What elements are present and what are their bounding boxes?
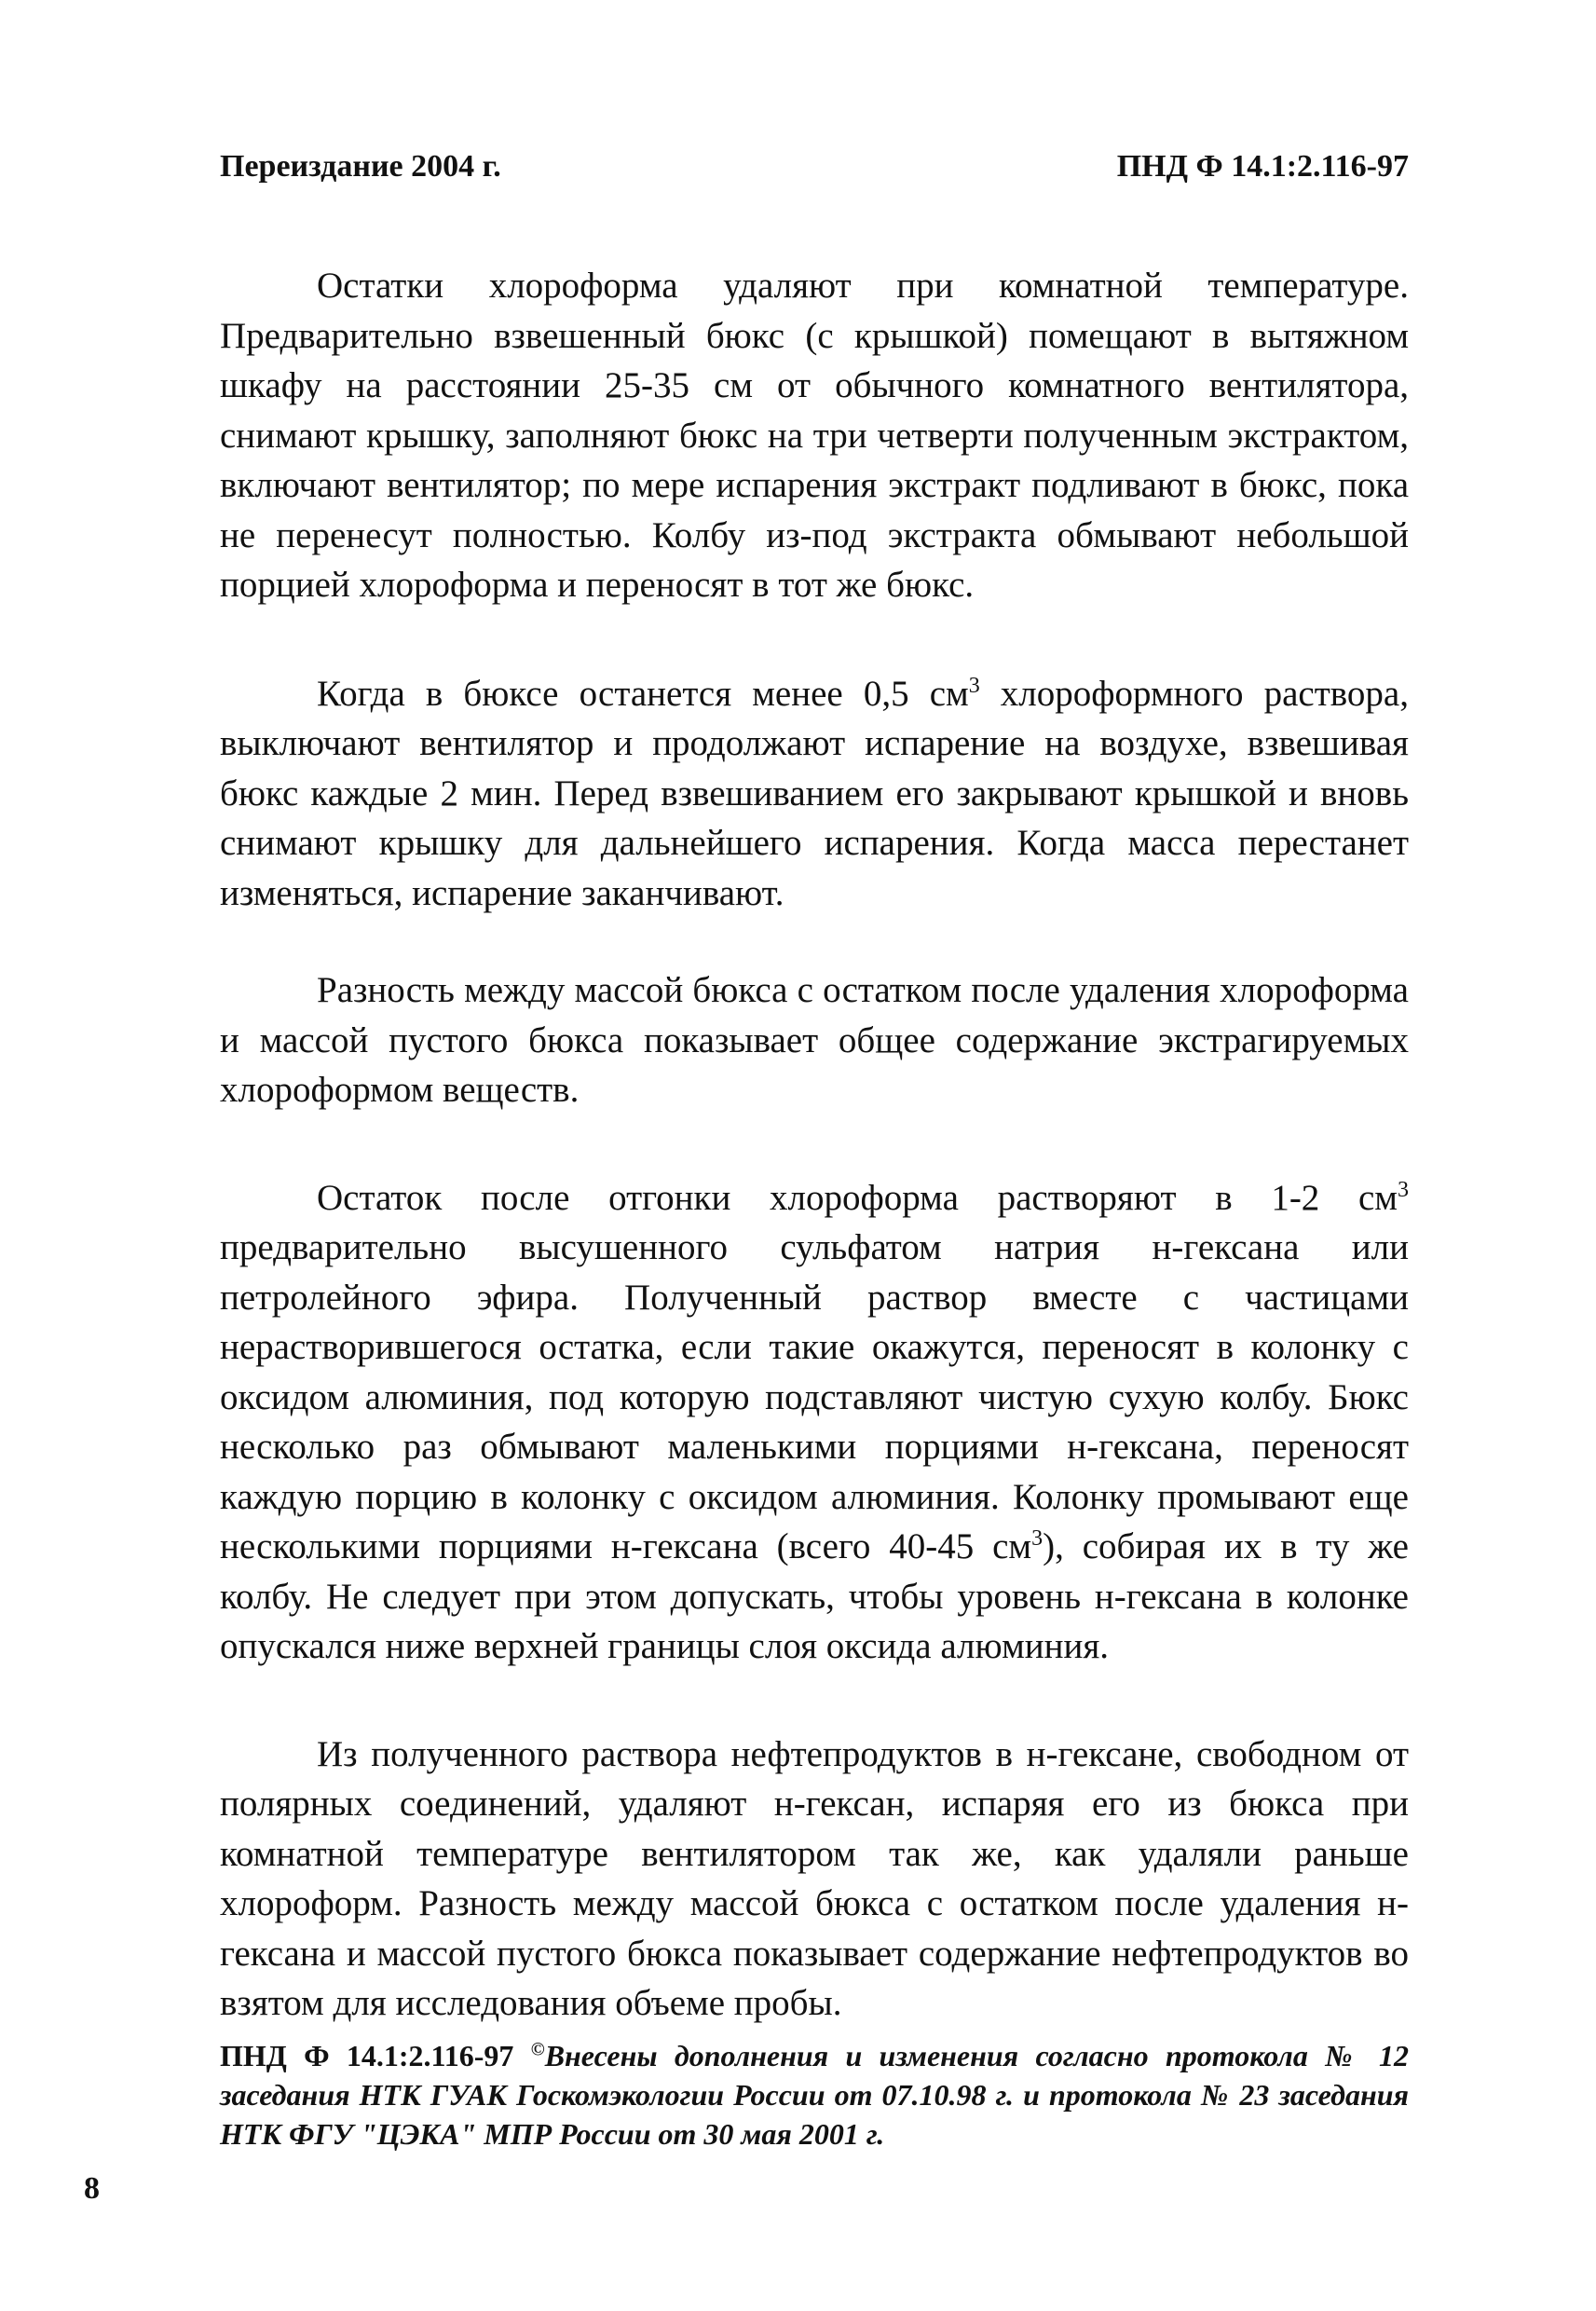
page-header: [220, 149, 1409, 205]
reissue-label: Переиздание 2004 г.: [220, 149, 501, 184]
paragraph-text: предварительно высушенного сульфатом натрия н-гексана или петролейного эфира. Полученный раствор вместе с частицами нерастворившегося остатка, если такие окажутся, переносят в колонку с оксидом алюминия, под которую подставляют чистую сухую колбу. Бюкс несколько раз обмывают маленькими порциями н-гексана, переносят каждую порцию в колонку с оксидом алюминия. Колонку промывают еще несколькими порциями н-гексана (всего 40-45 см: [220, 1227, 1409, 1566]
copyright-mark: ©: [530, 2039, 545, 2060]
footnote-text: Внесены дополнения и изменения согласно протокола № 12 заседания НТК ГУАК Госкомэкологии России от 07.10.98 г. и протокола № 23 заседания НТК ФГУ "ЦЭКА" МПР России от 30 мая 2001 г.: [220, 2039, 1410, 2151]
paragraph-text: ), собирая их в ту же колбу. Не следует при этом допускать, чтобы уровень н-гексана в колонке опускался ниже верхней границы слоя оксида алюминия.: [220, 1526, 1409, 1666]
superscript: 3: [1031, 1526, 1044, 1551]
paragraph-mass-difference: Разность между массой бюкса с остатком после удаления хлороформа и массой пустого бюкса показывает общее содержание экстрагируемых хлороформом веществ.: [220, 970, 1409, 1110]
superscript: 3: [1398, 1177, 1409, 1202]
paragraph-evaporation: [220, 669, 1409, 919]
paragraph-chloroform-removal: Остатки хлороформа удаляют при комнатной температуре. Предварительно взвешенный бюкс (с крышкой) помещают в вытяжном шкафу на расстоянии 25-35 см от обычного комнатного вентилятора, снимают крышку, заполняют бюкс на три четверти полученным экстрактом, включают вентилятор; по мере испарения экстракт подливают в бюкс, пока не перенесут полностью. Колбу из-под экстракта обмывают небольшой порцией хлороформа и переносят в тот же бюкс.: [220, 266, 1409, 605]
paragraph-text: хлороформного раствора, выключают вентилятор и продолжают испарение на воздухе, взвешивая бюкс каждые 2 мин. Перед взвешиванием его закрывают крышкой и вновь снимают крышку для дальнейшего испарения. Когда масса перестанет изменяться, испарение заканчивают.: [220, 673, 1409, 913]
main-text: [220, 261, 1409, 2029]
paragraph-text: Остаток после отгонки хлороформа растворяют в 1-2 см: [317, 1177, 1398, 1218]
page-number: 8: [84, 2171, 100, 2206]
document-code: ПНД Ф 14.1:2.116-97: [1116, 149, 1409, 184]
footnote-document-code: ПНД Ф 14.1:2.116-97: [220, 2039, 531, 2072]
paragraph-column-transfer: [220, 1173, 1409, 1672]
paragraph-text: Когда в бюксе останется менее 0,5 см: [317, 673, 969, 714]
paragraph-hexane-removal: Из полученного раствора нефтепродуктов в н-гексане, свободном от полярных соединений, удаляют н-гексан, испаряя его из бюкса при комнатной температуре вентилятором так же, как удаляли раньше хлороформ. Разность между массой бюкса с остатком после удаления н-гексана и массой пустого бюкса показывает содержание нефтепродуктов во взятом для исследования объеме пробы.: [220, 1733, 1409, 2023]
superscript: 3: [968, 673, 980, 698]
revision-footnote: [220, 2036, 1409, 2154]
